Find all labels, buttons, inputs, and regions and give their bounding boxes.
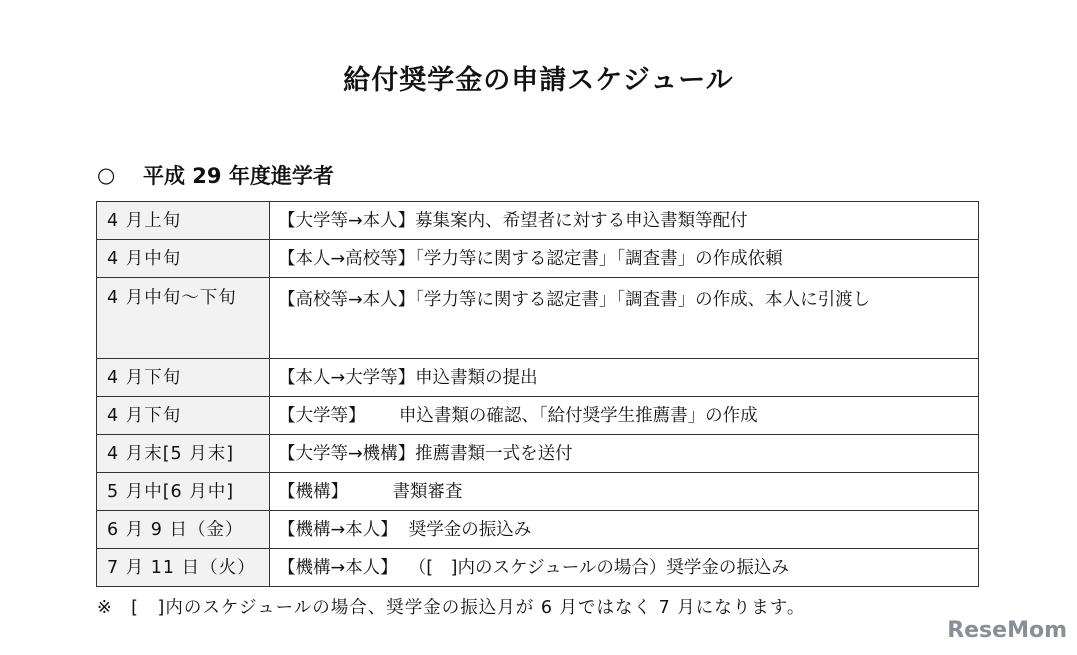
schedule-date: 7 月 11 日（火） <box>97 549 270 587</box>
schedule-party: 【大学等→本人】 <box>278 210 416 231</box>
section-heading <box>97 160 334 190</box>
schedule-party: 【本人→高校等】 <box>278 248 416 269</box>
table-row <box>97 397 979 435</box>
schedule-party: 【大学等→機構】 <box>278 443 416 464</box>
table-row <box>97 435 979 473</box>
table-row <box>97 359 979 397</box>
schedule-date: 6 月 9 日（金） <box>97 511 270 549</box>
table-row <box>97 473 979 511</box>
page-title: 給付奨学金の申請スケジュール <box>343 65 734 96</box>
schedule-description <box>270 359 979 397</box>
schedule-date: 4 月末[5 月末] <box>97 435 270 473</box>
schedule-text: （[ ]内のスケジュールの場合）奨学金の振込み <box>408 557 789 578</box>
schedule-text: 募集案内、希望者に対する申込書類等配付 <box>415 210 748 231</box>
schedule-date: 4 月下旬 <box>97 359 270 397</box>
schedule-description <box>270 511 979 549</box>
schedule-text: 推薦書類一式を送付 <box>415 443 573 464</box>
footnote: ※ [ ]内のスケジュールの場合、奨学金の振込月が 6 月ではなく 7 月になります。 <box>97 598 806 618</box>
table-row <box>97 202 979 240</box>
table-row <box>97 240 979 278</box>
table-row <box>97 278 979 359</box>
resemom-logo: ReseMom <box>947 618 1067 643</box>
table-row <box>97 549 979 587</box>
schedule-description <box>270 397 979 435</box>
schedule-date: 4 月中旬 <box>97 240 270 278</box>
schedule-text: 申込書類の提出 <box>415 367 538 388</box>
schedule-description <box>270 278 979 359</box>
schedule-description <box>270 435 979 473</box>
schedule-party: 【機構→本人】 <box>278 519 409 540</box>
schedule-description <box>270 202 979 240</box>
circle-bullet-icon: ○ <box>97 163 116 187</box>
schedule-party: 【本人→大学等】 <box>278 367 416 388</box>
schedule-text: 「学力等に関する認定書」「調査書」の作成依頼 <box>415 248 783 269</box>
schedule-date: 4 月中旬〜下旬 <box>97 278 270 359</box>
schedule-text: 「学力等に関する認定書」「調査書」の作成、本人に引渡し <box>415 290 871 310</box>
schedule-description <box>270 549 979 587</box>
schedule-date: 5 月中[6 月中] <box>97 473 270 511</box>
schedule-text: 申込書類の確認、「給付奨学生推薦書」の作成 <box>398 405 758 426</box>
schedule-table <box>96 201 979 587</box>
schedule-description <box>270 240 979 278</box>
schedule-party: 【大学等】 <box>278 405 399 426</box>
schedule-date: 4 月下旬 <box>97 397 270 435</box>
table-row <box>97 511 979 549</box>
section-heading-text: 平成 29 年度進学者 <box>143 164 334 188</box>
schedule-text: 書類審査 <box>392 481 463 502</box>
schedule-description <box>270 473 979 511</box>
schedule-text: 奨学金の振込み <box>408 519 532 540</box>
schedule-party: 【高校等→本人】 <box>278 290 416 310</box>
schedule-date: 4 月上旬 <box>97 202 270 240</box>
schedule-party: 【機構→本人】 <box>278 557 409 578</box>
schedule-party: 【機構】 <box>278 481 393 502</box>
